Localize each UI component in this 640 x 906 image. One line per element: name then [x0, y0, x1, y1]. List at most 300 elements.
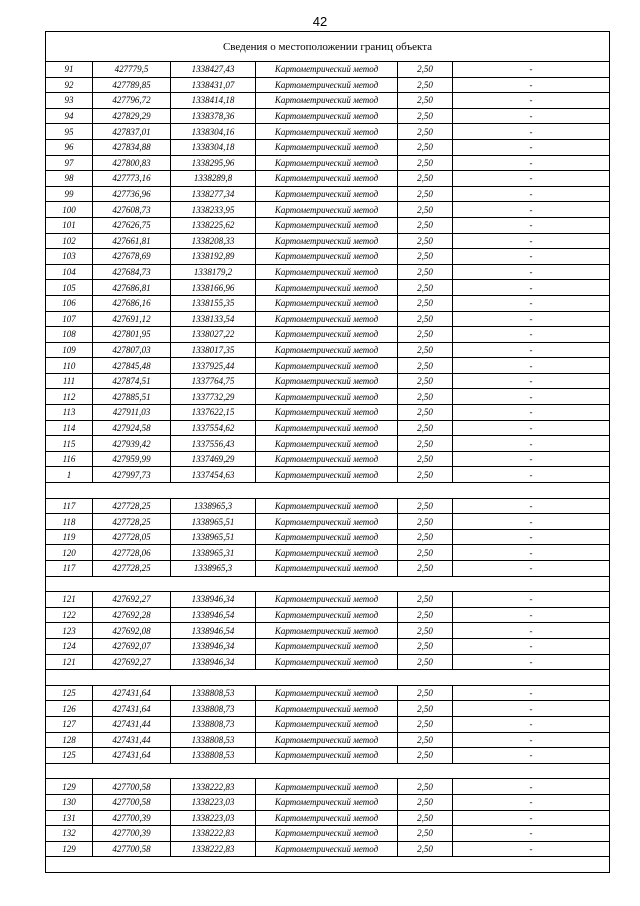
- description-cell: -: [453, 311, 610, 327]
- y-coordinate-cell: 1338965,51: [171, 529, 256, 545]
- description-cell: -: [453, 592, 610, 608]
- point-number-cell: 117: [46, 561, 93, 577]
- x-coordinate-cell: 427692,27: [93, 592, 171, 608]
- point-number-cell: 124: [46, 638, 93, 654]
- accuracy-cell: 2,50: [398, 139, 453, 155]
- accuracy-cell: 2,50: [398, 358, 453, 374]
- x-coordinate-cell: 427661,81: [93, 233, 171, 249]
- point-number-cell: 132: [46, 826, 93, 842]
- point-number-cell: 96: [46, 139, 93, 155]
- description-cell: -: [453, 124, 610, 140]
- method-cell: Картометрический метод: [256, 93, 398, 109]
- separator-cell: [46, 857, 610, 873]
- y-coordinate-cell: 1337925,44: [171, 358, 256, 374]
- y-coordinate-cell: 1338946,54: [171, 623, 256, 639]
- table-row: [46, 545, 610, 561]
- table-row: [46, 373, 610, 389]
- method-cell: Картометрический метод: [256, 358, 398, 374]
- x-coordinate-cell: 427801,95: [93, 327, 171, 343]
- accuracy-cell: 2,50: [398, 171, 453, 187]
- accuracy-cell: 2,50: [398, 436, 453, 452]
- description-cell: -: [453, 716, 610, 732]
- method-cell: Картометрический метод: [256, 62, 398, 78]
- table-row: [46, 295, 610, 311]
- method-cell: Картометрический метод: [256, 685, 398, 701]
- description-cell: -: [453, 514, 610, 530]
- table-row: [46, 155, 610, 171]
- y-coordinate-cell: 1338017,35: [171, 342, 256, 358]
- method-cell: Картометрический метод: [256, 342, 398, 358]
- point-number-cell: 118: [46, 514, 93, 530]
- x-coordinate-cell: 427796,72: [93, 93, 171, 109]
- accuracy-cell: 2,50: [398, 124, 453, 140]
- accuracy-cell: 2,50: [398, 732, 453, 748]
- x-coordinate-cell: 427997,73: [93, 467, 171, 483]
- method-cell: Картометрический метод: [256, 280, 398, 296]
- point-number-cell: 109: [46, 342, 93, 358]
- method-cell: Картометрический метод: [256, 841, 398, 857]
- x-coordinate-cell: 427431,44: [93, 716, 171, 732]
- accuracy-cell: 2,50: [398, 311, 453, 327]
- method-cell: Картометрический метод: [256, 77, 398, 93]
- method-cell: Картометрический метод: [256, 124, 398, 140]
- accuracy-cell: 2,50: [398, 545, 453, 561]
- table-row: [46, 498, 610, 514]
- method-cell: Картометрический метод: [256, 264, 398, 280]
- y-coordinate-cell: 1338304,18: [171, 139, 256, 155]
- description-cell: -: [453, 139, 610, 155]
- x-coordinate-cell: 427924,58: [93, 420, 171, 436]
- y-coordinate-cell: 1338808,73: [171, 701, 256, 717]
- description-cell: -: [453, 389, 610, 405]
- x-coordinate-cell: 427728,25: [93, 561, 171, 577]
- table-row: [46, 202, 610, 218]
- x-coordinate-cell: 427959,99: [93, 451, 171, 467]
- accuracy-cell: 2,50: [398, 826, 453, 842]
- description-cell: -: [453, 810, 610, 826]
- point-number-cell: 116: [46, 451, 93, 467]
- description-cell: -: [453, 654, 610, 670]
- description-cell: -: [453, 77, 610, 93]
- x-coordinate-cell: 427608,73: [93, 202, 171, 218]
- point-number-cell: 97: [46, 155, 93, 171]
- method-cell: Картометрический метод: [256, 451, 398, 467]
- x-coordinate-cell: 427700,58: [93, 841, 171, 857]
- point-number-cell: 125: [46, 748, 93, 764]
- description-cell: -: [453, 685, 610, 701]
- accuracy-cell: 2,50: [398, 233, 453, 249]
- description-cell: -: [453, 826, 610, 842]
- table-row: [46, 93, 610, 109]
- accuracy-cell: 2,50: [398, 327, 453, 343]
- description-cell: -: [453, 202, 610, 218]
- method-cell: Картометрический метод: [256, 420, 398, 436]
- y-coordinate-cell: 1338808,53: [171, 732, 256, 748]
- point-number-cell: 125: [46, 685, 93, 701]
- table-row: [46, 139, 610, 155]
- description-cell: -: [453, 794, 610, 810]
- table-row: [46, 654, 610, 670]
- method-cell: Картометрический метод: [256, 779, 398, 795]
- accuracy-cell: 2,50: [398, 405, 453, 421]
- description-cell: -: [453, 545, 610, 561]
- description-cell: -: [453, 841, 610, 857]
- x-coordinate-cell: 427700,58: [93, 779, 171, 795]
- description-cell: -: [453, 108, 610, 124]
- description-cell: -: [453, 171, 610, 187]
- x-coordinate-cell: 427700,39: [93, 826, 171, 842]
- point-number-cell: 94: [46, 108, 93, 124]
- method-cell: Картометрический метод: [256, 748, 398, 764]
- table-row: [46, 748, 610, 764]
- point-number-cell: 113: [46, 405, 93, 421]
- method-cell: Картометрический метод: [256, 202, 398, 218]
- method-cell: Картометрический метод: [256, 545, 398, 561]
- x-coordinate-cell: 427736,96: [93, 186, 171, 202]
- y-coordinate-cell: 1338166,96: [171, 280, 256, 296]
- method-cell: Картометрический метод: [256, 327, 398, 343]
- y-coordinate-cell: 1337469,29: [171, 451, 256, 467]
- x-coordinate-cell: 427834,88: [93, 139, 171, 155]
- accuracy-cell: 2,50: [398, 623, 453, 639]
- table-row: [46, 249, 610, 265]
- y-coordinate-cell: 1338946,34: [171, 638, 256, 654]
- table-row: [46, 264, 610, 280]
- x-coordinate-cell: 427431,64: [93, 685, 171, 701]
- method-cell: Картометрический метод: [256, 249, 398, 265]
- x-coordinate-cell: 427431,64: [93, 748, 171, 764]
- x-coordinate-cell: 427700,58: [93, 794, 171, 810]
- separator-cell: [46, 483, 610, 499]
- x-coordinate-cell: 427691,12: [93, 311, 171, 327]
- point-number-cell: 115: [46, 436, 93, 452]
- point-number-cell: 128: [46, 732, 93, 748]
- description-cell: -: [453, 217, 610, 233]
- x-coordinate-cell: 427728,25: [93, 514, 171, 530]
- table-row: [46, 561, 610, 577]
- method-cell: Картометрический метод: [256, 295, 398, 311]
- method-cell: Картометрический метод: [256, 592, 398, 608]
- method-cell: Картометрический метод: [256, 233, 398, 249]
- method-cell: Картометрический метод: [256, 139, 398, 155]
- description-cell: -: [453, 748, 610, 764]
- description-cell: -: [453, 93, 610, 109]
- description-cell: -: [453, 358, 610, 374]
- boundary-coordinates-table: [45, 31, 610, 873]
- y-coordinate-cell: 1338808,53: [171, 748, 256, 764]
- y-coordinate-cell: 1338289,8: [171, 171, 256, 187]
- description-cell: -: [453, 732, 610, 748]
- separator-cell: [46, 763, 610, 779]
- point-number-cell: 104: [46, 264, 93, 280]
- point-number-cell: 105: [46, 280, 93, 296]
- point-number-cell: 100: [46, 202, 93, 218]
- description-cell: -: [453, 233, 610, 249]
- y-coordinate-cell: 1337732,29: [171, 389, 256, 405]
- point-number-cell: 110: [46, 358, 93, 374]
- point-number-cell: 112: [46, 389, 93, 405]
- table-row: [46, 171, 610, 187]
- y-coordinate-cell: 1338808,53: [171, 685, 256, 701]
- point-number-cell: 98: [46, 171, 93, 187]
- accuracy-cell: 2,50: [398, 420, 453, 436]
- point-number-cell: 111: [46, 373, 93, 389]
- method-cell: Картометрический метод: [256, 529, 398, 545]
- point-number-cell: 120: [46, 545, 93, 561]
- method-cell: Картометрический метод: [256, 186, 398, 202]
- point-number-cell: 121: [46, 592, 93, 608]
- x-coordinate-cell: 427874,51: [93, 373, 171, 389]
- method-cell: Картометрический метод: [256, 794, 398, 810]
- x-coordinate-cell: 427678,69: [93, 249, 171, 265]
- x-coordinate-cell: 427728,05: [93, 529, 171, 545]
- x-coordinate-cell: 427692,07: [93, 638, 171, 654]
- y-coordinate-cell: 1338179,2: [171, 264, 256, 280]
- point-number-cell: 129: [46, 779, 93, 795]
- table-row: [46, 810, 610, 826]
- x-coordinate-cell: 427686,16: [93, 295, 171, 311]
- accuracy-cell: 2,50: [398, 77, 453, 93]
- table-row: [46, 716, 610, 732]
- table-row: [46, 467, 610, 483]
- method-cell: Картометрический метод: [256, 623, 398, 639]
- description-cell: -: [453, 561, 610, 577]
- point-number-cell: 121: [46, 654, 93, 670]
- accuracy-cell: 2,50: [398, 592, 453, 608]
- point-number-cell: 114: [46, 420, 93, 436]
- x-coordinate-cell: 427728,06: [93, 545, 171, 561]
- x-coordinate-cell: 427431,64: [93, 701, 171, 717]
- accuracy-cell: 2,50: [398, 155, 453, 171]
- x-coordinate-cell: 427684,73: [93, 264, 171, 280]
- point-number-cell: 101: [46, 217, 93, 233]
- accuracy-cell: 2,50: [398, 264, 453, 280]
- accuracy-cell: 2,50: [398, 202, 453, 218]
- accuracy-cell: 2,50: [398, 701, 453, 717]
- accuracy-cell: 2,50: [398, 93, 453, 109]
- table-row: [46, 327, 610, 343]
- table-row: [46, 280, 610, 296]
- point-number-cell: 123: [46, 623, 93, 639]
- y-coordinate-cell: 1338304,16: [171, 124, 256, 140]
- table-row: [46, 529, 610, 545]
- accuracy-cell: 2,50: [398, 217, 453, 233]
- accuracy-cell: 2,50: [398, 841, 453, 857]
- accuracy-cell: 2,50: [398, 638, 453, 654]
- point-number-cell: 130: [46, 794, 93, 810]
- description-cell: -: [453, 451, 610, 467]
- point-number-cell: 131: [46, 810, 93, 826]
- table-row: [46, 342, 610, 358]
- description-cell: -: [453, 373, 610, 389]
- method-cell: Картометрический метод: [256, 155, 398, 171]
- accuracy-cell: 2,50: [398, 810, 453, 826]
- table-row: [46, 779, 610, 795]
- point-number-cell: 107: [46, 311, 93, 327]
- separator-row: [46, 483, 610, 499]
- accuracy-cell: 2,50: [398, 249, 453, 265]
- accuracy-cell: 2,50: [398, 373, 453, 389]
- description-cell: -: [453, 295, 610, 311]
- description-cell: -: [453, 264, 610, 280]
- separator-row: [46, 576, 610, 592]
- table-row: [46, 826, 610, 842]
- x-coordinate-cell: 427845,48: [93, 358, 171, 374]
- y-coordinate-cell: 1338965,3: [171, 561, 256, 577]
- separator-row: [46, 857, 610, 873]
- description-cell: -: [453, 529, 610, 545]
- accuracy-cell: 2,50: [398, 685, 453, 701]
- point-number-cell: 102: [46, 233, 93, 249]
- x-coordinate-cell: 427626,75: [93, 217, 171, 233]
- separator-cell: [46, 670, 610, 686]
- separator-row: [46, 763, 610, 779]
- point-number-cell: 92: [46, 77, 93, 93]
- accuracy-cell: 2,50: [398, 748, 453, 764]
- method-cell: Картометрический метод: [256, 716, 398, 732]
- method-cell: Картометрический метод: [256, 217, 398, 233]
- y-coordinate-cell: 1338225,62: [171, 217, 256, 233]
- point-number-cell: 93: [46, 93, 93, 109]
- x-coordinate-cell: 427773,16: [93, 171, 171, 187]
- table-row: [46, 108, 610, 124]
- accuracy-cell: 2,50: [398, 451, 453, 467]
- accuracy-cell: 2,50: [398, 467, 453, 483]
- description-cell: -: [453, 62, 610, 78]
- separator-row: [46, 670, 610, 686]
- accuracy-cell: 2,50: [398, 607, 453, 623]
- method-cell: Картометрический метод: [256, 467, 398, 483]
- accuracy-cell: 2,50: [398, 794, 453, 810]
- y-coordinate-cell: 1338222,83: [171, 826, 256, 842]
- description-cell: -: [453, 498, 610, 514]
- x-coordinate-cell: 427431,44: [93, 732, 171, 748]
- table-row: [46, 794, 610, 810]
- method-cell: Картометрический метод: [256, 826, 398, 842]
- method-cell: Картометрический метод: [256, 607, 398, 623]
- accuracy-cell: 2,50: [398, 389, 453, 405]
- y-coordinate-cell: 1337454,63: [171, 467, 256, 483]
- accuracy-cell: 2,50: [398, 186, 453, 202]
- method-cell: Картометрический метод: [256, 638, 398, 654]
- y-coordinate-cell: 1338965,3: [171, 498, 256, 514]
- y-coordinate-cell: 1338946,54: [171, 607, 256, 623]
- description-cell: -: [453, 623, 610, 639]
- table-row: [46, 841, 610, 857]
- point-number-cell: 91: [46, 62, 93, 78]
- point-number-cell: 127: [46, 716, 93, 732]
- method-cell: Картометрический метод: [256, 561, 398, 577]
- description-cell: -: [453, 342, 610, 358]
- description-cell: -: [453, 327, 610, 343]
- method-cell: Картометрический метод: [256, 311, 398, 327]
- x-coordinate-cell: 427779,5: [93, 62, 171, 78]
- x-coordinate-cell: 427885,51: [93, 389, 171, 405]
- accuracy-cell: 2,50: [398, 654, 453, 670]
- y-coordinate-cell: 1338223,03: [171, 794, 256, 810]
- x-coordinate-cell: 427939,42: [93, 436, 171, 452]
- accuracy-cell: 2,50: [398, 529, 453, 545]
- y-coordinate-cell: 1338965,31: [171, 545, 256, 561]
- y-coordinate-cell: 1338295,96: [171, 155, 256, 171]
- y-coordinate-cell: 1338378,36: [171, 108, 256, 124]
- table-row: [46, 701, 610, 717]
- table-row: [46, 592, 610, 608]
- y-coordinate-cell: 1337764,75: [171, 373, 256, 389]
- point-number-cell: 108: [46, 327, 93, 343]
- y-coordinate-cell: 1338223,03: [171, 810, 256, 826]
- y-coordinate-cell: 1338192,89: [171, 249, 256, 265]
- y-coordinate-cell: 1338155,35: [171, 295, 256, 311]
- accuracy-cell: 2,50: [398, 342, 453, 358]
- x-coordinate-cell: 427837,01: [93, 124, 171, 140]
- y-coordinate-cell: 1338946,34: [171, 654, 256, 670]
- description-cell: -: [453, 420, 610, 436]
- x-coordinate-cell: 427728,25: [93, 498, 171, 514]
- y-coordinate-cell: 1338208,33: [171, 233, 256, 249]
- method-cell: Картометрический метод: [256, 373, 398, 389]
- y-coordinate-cell: 1338946,34: [171, 592, 256, 608]
- x-coordinate-cell: 427686,81: [93, 280, 171, 296]
- x-coordinate-cell: 427807,03: [93, 342, 171, 358]
- method-cell: Картометрический метод: [256, 654, 398, 670]
- table-row: [46, 514, 610, 530]
- x-coordinate-cell: 427692,08: [93, 623, 171, 639]
- point-number-cell: 106: [46, 295, 93, 311]
- x-coordinate-cell: 427789,85: [93, 77, 171, 93]
- description-cell: -: [453, 779, 610, 795]
- y-coordinate-cell: 1337622,15: [171, 405, 256, 421]
- accuracy-cell: 2,50: [398, 498, 453, 514]
- table-row: [46, 607, 610, 623]
- x-coordinate-cell: 427692,28: [93, 607, 171, 623]
- table-row: [46, 732, 610, 748]
- accuracy-cell: 2,50: [398, 295, 453, 311]
- table-row: [46, 436, 610, 452]
- y-coordinate-cell: 1338431,07: [171, 77, 256, 93]
- table-body: [46, 62, 610, 873]
- y-coordinate-cell: 1338027,22: [171, 327, 256, 343]
- point-number-cell: 103: [46, 249, 93, 265]
- description-cell: -: [453, 405, 610, 421]
- table-row: [46, 217, 610, 233]
- accuracy-cell: 2,50: [398, 561, 453, 577]
- table-row: [46, 358, 610, 374]
- table-row: [46, 124, 610, 140]
- method-cell: Картометрический метод: [256, 389, 398, 405]
- x-coordinate-cell: 427829,29: [93, 108, 171, 124]
- method-cell: Картометрический метод: [256, 436, 398, 452]
- table-row: [46, 311, 610, 327]
- description-cell: -: [453, 436, 610, 452]
- table-row: [46, 233, 610, 249]
- method-cell: Картометрический метод: [256, 732, 398, 748]
- method-cell: Картометрический метод: [256, 514, 398, 530]
- description-cell: -: [453, 249, 610, 265]
- point-number-cell: 119: [46, 529, 93, 545]
- point-number-cell: 129: [46, 841, 93, 857]
- description-cell: -: [453, 155, 610, 171]
- y-coordinate-cell: 1338808,73: [171, 716, 256, 732]
- accuracy-cell: 2,50: [398, 779, 453, 795]
- description-cell: -: [453, 186, 610, 202]
- description-cell: -: [453, 701, 610, 717]
- method-cell: Картометрический метод: [256, 405, 398, 421]
- y-coordinate-cell: 1337554,62: [171, 420, 256, 436]
- accuracy-cell: 2,50: [398, 62, 453, 78]
- table-row: [46, 623, 610, 639]
- method-cell: Картометрический метод: [256, 108, 398, 124]
